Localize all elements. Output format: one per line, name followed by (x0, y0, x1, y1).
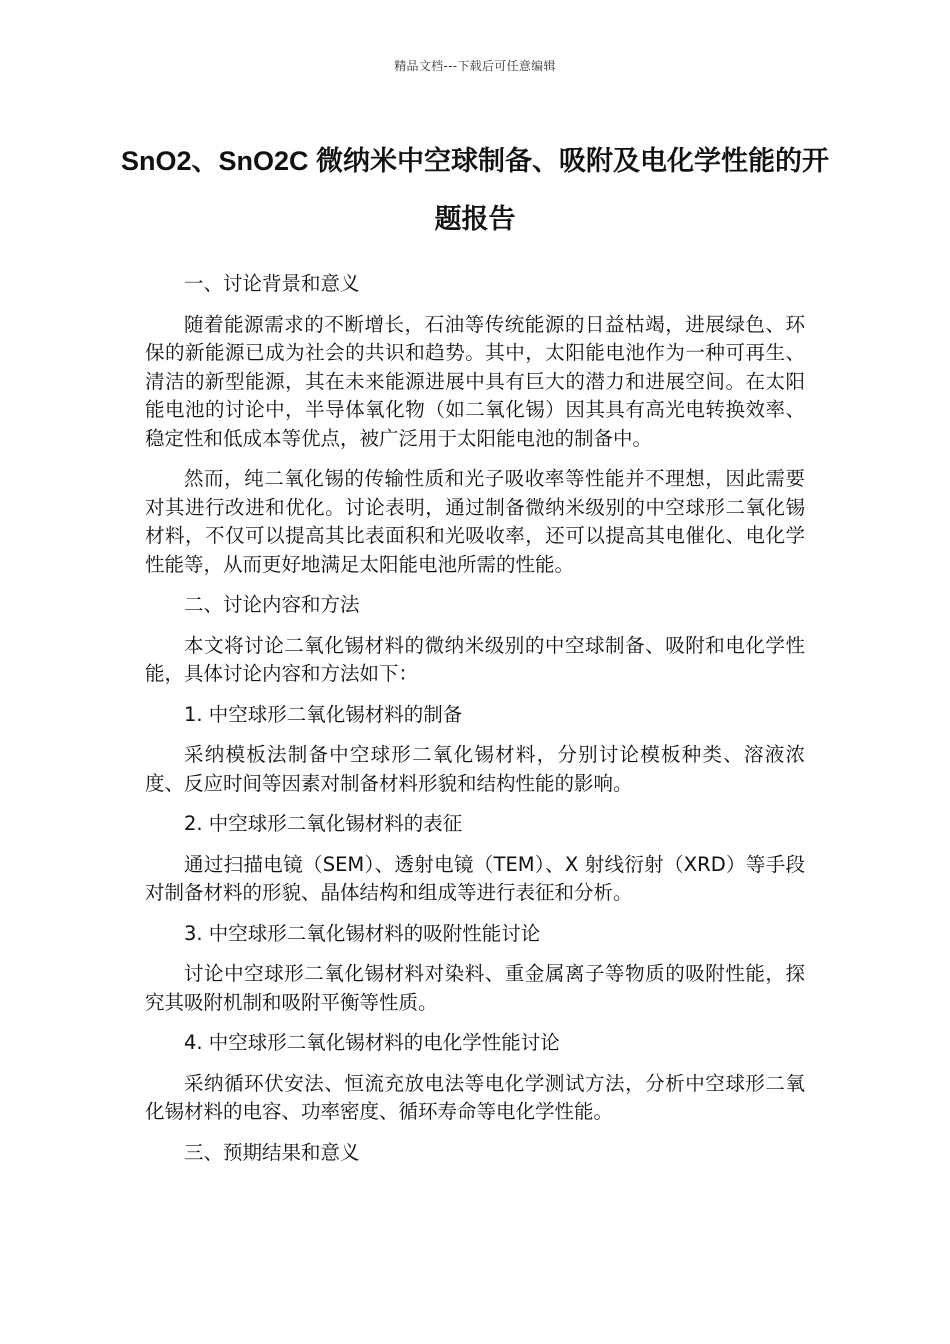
paragraph-adsorption: 讨论中空球形二氧化锡材料对染料、重金属离子等物质的吸附性能，探究其吸附机制和吸附平衡等性质。 (145, 962, 805, 1014)
subheading-preparation: 1. 中空球形二氧化锡材料的制备 (184, 702, 463, 726)
subheading-characterization: 2. 中空球形二氧化锡材料的表征 (184, 812, 463, 835)
section-heading-background: 一、讨论背景和意义 (184, 272, 360, 295)
document-body (145, 270, 805, 1179)
document-title: SnO2、SnO2C 微纳米中空球制备、吸附及电化学性能的开题报告 (120, 146, 830, 234)
section-heading-methods: 二、讨论内容和方法 (184, 593, 360, 616)
paragraph-background-1: 随着能源需求的不断增长，石油等传统能源的日益枯竭，进展绿色、环保的新能源已成为社会的共识和趋势。其中，太阳能电池作为一种可再生、清洁的新型能源，其在未来能源进展中具有巨大的潜力和进展空间。在太阳能电池的讨论中，半导体氧化物（如二氧化锡）因其具有高光电转换效率、稳定性和低成本等优点，被广泛用于太阳能电池的制备中。 (145, 312, 805, 450)
paragraph-background-2: 然而，纯二氧化锡的传输性质和光子吸收率等性能并不理想，因此需要对其进行改进和优化。讨论表明，通过制备微纳米级别的中空球形二氧化锡材料，不仅可以提高其比表面积和光吸收率，还可以提高其电催化、电化学性能等，从而更好地满足太阳能电池所需的性能。 (145, 467, 805, 576)
paragraph-preparation: 采纳模板法制备中空球形二氧化锡材料，分别讨论模板种类、溶液浓度、反应时间等因素对制备材料形貌和结构性能的影响。 (145, 743, 805, 795)
page-header: 精品文档---下载后可任意编辑 (394, 59, 556, 73)
paragraph-electrochemistry: 采纳循环伏安法、恒流充放电法等电化学测试方法，分析中空球形二氧化锡材料的电容、功率密度、循环寿命等电化学性能。 (145, 1071, 805, 1123)
subheading-electrochemistry: 4. 中空球形二氧化锡材料的电化学性能讨论 (184, 1031, 560, 1054)
paragraph-characterization: 通过扫描电镜（SEM）、透射电镜（TEM）、X 射线衍射（XRD）等手段对制备材料的形貌、晶体结构和组成等进行表征和分析。 (145, 852, 805, 904)
subheading-adsorption: 3. 中空球形二氧化锡材料的吸附性能讨论 (184, 921, 541, 945)
section-heading-expected-results: 三、预期结果和意义 (184, 1140, 360, 1164)
paragraph-methods-intro: 本文将讨论二氧化锡材料的微纳米级别的中空球制备、吸附和电化学性能，具体讨论内容和方法如下： (145, 633, 805, 685)
